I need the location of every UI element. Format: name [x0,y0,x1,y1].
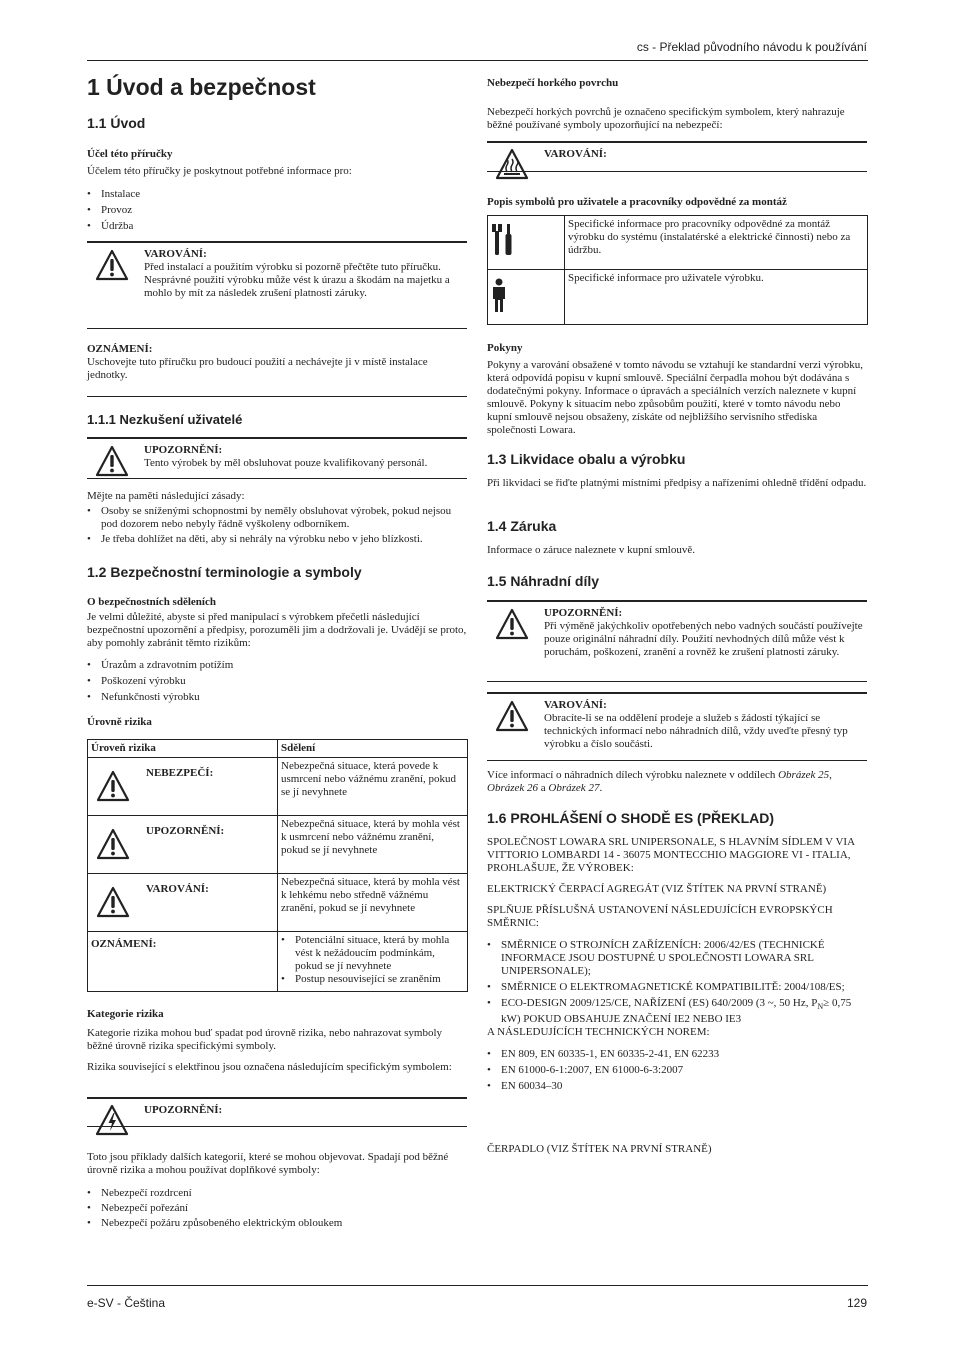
warning-triangle-icon [495,700,529,732]
table-row [488,270,868,325]
list-item: • Nebezpečí pořezání [87,1202,467,1215]
warning-triangle-icon [95,249,129,281]
pump-text: ČERPADLO (VIZ ŠTÍTEK NA PRVNÍ STRANĚ) [487,1143,712,1155]
hot-surface-icon [495,148,529,180]
table-header: Úroveň rizika [88,740,278,758]
about-title: O bezpečnostních sděleních [87,596,216,608]
hot-surface-title: Nebezpečí horkého povrchu [487,77,619,89]
table-header: Sdělení [278,740,468,758]
notice-row-list [281,934,464,986]
norms-intro: A NÁSLEDUJÍCÍCH TECHNICKÝCH NOREM: [487,1026,710,1039]
page-number: 129 [846,1296,867,1310]
section-1-6-heading: 1.6 PROHLÁŠENÍ O SHODĚ ES (PŘEKLAD) [487,810,775,826]
list-item: • SMĚRNICE O ELEKTROMAGNETICKÉ KOMPATIBILITĚ: 2004/108/ES; [487,981,867,994]
notice-rule [87,396,467,397]
list-item: • Nefunkčnosti výrobku [87,691,467,704]
hot-surface-warning-box [487,141,867,172]
hot-surface-text: Nebezpečí horkých povrchů je označeno specifickým symbolem, který nahrazuje běžné používané symboly upozorňující na nebezpečí: [487,106,845,131]
warning-label: VAROVÁNÍ: [144,248,207,260]
table-row [88,758,468,816]
list-item: • Potenciální situace, která by mohla vést k nežádoucím podmínkám, pokud se jí nevyhnete [281,934,464,973]
list-item: • ECO-DESIGN 2009/125/CE, NAŘÍZENÍ (ES) 640/2009 (3 ~, 50 Hz, $P_N\ge 0,75$ kW) POKUD OBSAHUJE ZNAČENÍ IE2 NEBO IE3 [487,997,867,1026]
warning-triangle-icon [95,445,129,477]
table-row [88,932,468,992]
directives-list [487,939,867,1026]
list-item: • SMĚRNICE O STROJNÍCH ZAŘÍZENÍCH: 2006/42/ES (TECHNICKÉ INFORMACE JSOU DOSTUPNÉ U SPOLEČNOSTI LOWARA SRL UNIPERSONALE); [487,939,867,978]
category-text-1: Kategorie rizika mohou buď spadat pod úrovně rizika, nebo nahrazovat symboly běžné úrovně rizika specifickými symboly. [87,1027,443,1052]
notice-text: Uschovejte tuto příručku pro budoucí použití a nechávejte ji v místě instalace jednotky. [87,356,428,381]
list-item: • Nebezpečí rozdrcení [87,1187,467,1200]
list-item: • Nebezpečí požáru způsobeného elektrickým obloukem [87,1217,467,1230]
purpose-list [87,188,467,233]
caution-text: Při výměně jakýchkoliv opotřebených nebo vadných součástí používejte pouze originální náhradní díly. Použití nevhodných dílů může vést k poruchám, poškození, zranění a rovněž ke zrušení platnosti záruky. [544,620,863,658]
level-label: NEBEZPEČÍ: [146,767,214,779]
section-1-5-heading: 1.5 Náhradní díly [487,573,600,589]
symbol-text: Specifické informace pro pracovníky odpovědné za montáž výrobku do systému (instalatérské a elektrické činnosti) nebo za údržbu. [565,216,868,270]
caution-text: Tento výrobek by měl obsluhovat pouze kvalifikovaný personál. [144,457,428,469]
caution-box-staff [87,437,467,479]
list-item: • Postup nesouvisející se zraněním [281,973,464,986]
level-label: UPOZORNĚNÍ: [146,825,225,837]
caution-label: UPOZORNĚNÍ: [144,1104,223,1116]
examples-list [87,1187,467,1230]
tools-icon [490,222,516,258]
warning-text: Obracíte-li se na oddělení prodeje a služeb s žádostí týkající se technických informací nebo náhradních dílů, vždy uveďte přesný typ výrobku a číslo součásti. [544,712,848,750]
list-item: • Poškození výrobku [87,675,467,688]
section-1-4-heading: 1.4 Záruka [487,518,557,534]
list-item: • Instalace [87,188,467,201]
spares-more-text: Více informací o náhradních dílech výrobku naleznete v oddílech Obrázek 25, Obrázek 26 a Obrázek 27. [487,769,832,794]
warning-box-spares [487,692,867,761]
figure-ref[interactable]: Obrázek 27 [548,782,600,794]
level-text: Nebezpečná situace, která povede k usmrcení nebo vážnému zranění, pokud se jí nevyhnete [278,758,468,816]
declaration-directives-intro: SPLŇUJE PŘÍSLUŠNÁ USTANOVENÍ NÁSLEDUJÍCÍCH EVROPSKÝCH SMĚRNIC: [487,904,833,929]
table-row [488,216,868,270]
symbols-title: Popis symbolů pro uživatele a pracovníky odpovědné za montáž [487,196,787,208]
notice-label: OZNÁMENÍ: [87,343,153,355]
warning-triangle-icon [96,828,130,860]
declaration-company: SPOLEČNOST LOWARA SRL UNIPERSONALE, S HLAVNÍM SÍDLEM V VIA VITTORIO LOMBARDI 14 - 36075 MONTECCHIO MAGGIORE VI - ITALIA, PROHLAŠUJE, ŽE VÝROBEK: [487,836,855,874]
level-text: Nebezpečná situace, která by mohla vést k lehkému nebo středně vážnému zranění, pokud se jí nevyhnete [278,874,468,932]
section-1-1-1-heading: 1.1.1 Nezkušení uživatelé [87,412,243,427]
caution-box-spares [487,600,867,682]
section-1-1-heading: 1.1 Úvod [87,115,146,131]
running-header: cs - Překlad původního návodu k používání [636,40,867,54]
level-text: Nebezpečná situace, která by mohla vést k usmrcení nebo vážnému zranění, pokud se jí nevyhnete [278,816,468,874]
levels-title: Úrovně rizika [87,716,152,728]
norms-list [487,1048,867,1093]
list-item: • EN 809, EN 60335-1, EN 60335-2-41, EN 62233 [487,1048,867,1061]
instructions-text: Pokyny a varování obsažené v tomto návodu se vztahují ke standardní verzi výrobku, která odpovídá popisu v kupní smlouvě. Speciální čerpadla mohou být dodávána s dodatečnými pokyny. Informace o úpravách a speciálních verzích naleznete v kupní smlouvě. Pokyny k situacím nebo způsobům použití, které v tomto návodu nebo kupní smlouvě nejsou obsaženy, získáte od nejbližšího servisního střediska společnosti Lowara. [487,359,864,436]
figure-ref[interactable]: Obrázek 26 [487,782,539,794]
warranty-text: Informace o záruce naleznete v kupní smlouvě. [487,544,695,556]
warning-triangle-icon [495,608,529,640]
symbol-text: Specifické informace pro uživatele výrobku. [565,270,868,325]
list-item: • Osoby se sníženými schopnostmi by neměly obsluhovat výrobek, pokud nejsou pod dozorem nebo nebyly řádně vyškoleny odborníkem. [87,505,467,531]
table-row [88,874,468,932]
principles-list [87,505,467,546]
level-label: OZNÁMENÍ: [88,932,278,992]
warning-label: VAROVÁNÍ: [544,699,607,711]
list-item: • Je třeba dohlížet na děti, aby si nehrály na výrobku nebo v jeho blízkosti. [87,533,467,546]
warning-triangle-icon [96,886,130,918]
electrical-caution-box [87,1097,467,1127]
purpose-title: Účel této příručky [87,148,173,160]
list-item: • Údržba [87,220,467,233]
section-1-3-heading: 1.3 Likvidace obalu a výrobku [487,451,686,467]
warning-box-manual [87,241,467,329]
about-text: Je velmi důležité, abyste si před manipulací s výrobkem přečetli následující bezpečnostní upozornění a předpisy, porozuměli jim a dodržovali je. Uvádějí se proto, aby pomohly zabránit těmto rizikům: [87,611,467,649]
risk-levels-table [87,739,468,992]
declaration-product: ELEKTRICKÝ ČERPACÍ AGREGÁT (VIZ ŠTÍTEK NA PRVNÍ STRANĚ) [487,883,827,895]
chapter-title: 1 Úvod a bezpečnost [87,74,316,100]
symbols-table [487,215,868,325]
electric-hazard-icon [95,1104,129,1136]
examples-text: Toto jsou příklady dalších kategorií, které se mohou objevovat. Spadají pod běžné úrovně rizika a mohou používat doplňkové symboly: [87,1151,449,1176]
header-rule [87,60,868,61]
list-item: • EN 60034–30 [487,1080,867,1093]
footer-rule [87,1285,868,1286]
caution-label: UPOZORNĚNÍ: [544,607,623,619]
list-item: • Úrazům a zdravotním potížím [87,659,467,672]
user-icon [490,278,508,314]
caution-label: UPOZORNĚNÍ: [144,444,223,456]
list-item: • EN 61000-6-1:2007, EN 61000-6-3:2007 [487,1064,867,1077]
disposal-text: Při likvidaci se řiďte platnými místními předpisy a nařízeními ohledně třídění odpadu. [487,477,867,489]
section-1-2-heading: 1.2 Bezpečnostní terminologie a symboly [87,564,362,580]
warning-text: Před instalací a použitím výrobku si pozorně přečtěte tuto příručku. Nesprávné použití výrobku může vést k úrazu a škodám na majetku a mohlo by mít za následek zrušení platnosti záruky. [144,261,450,299]
footer-left: e-SV - Čeština [87,1296,166,1310]
principles-intro: Mějte na paměti následující zásady: [87,490,245,502]
figure-ref[interactable]: Obrázek 25 [778,769,830,781]
list-item: • Provoz [87,204,467,217]
warning-label: VAROVÁNÍ: [544,148,607,160]
category-text-2: Rizika související s elektřinou jsou označena následujícím specifickým symbolem: [87,1061,452,1073]
category-title: Kategorie rizika [87,1008,164,1020]
warning-triangle-icon [96,770,130,802]
instructions-title: Pokyny [487,342,523,354]
purpose-text: Účelem této příručky je poskytnout potřebné informace pro: [87,165,352,177]
about-list [87,659,467,704]
table-row [88,816,468,874]
level-label: VAROVÁNÍ: [146,883,209,895]
